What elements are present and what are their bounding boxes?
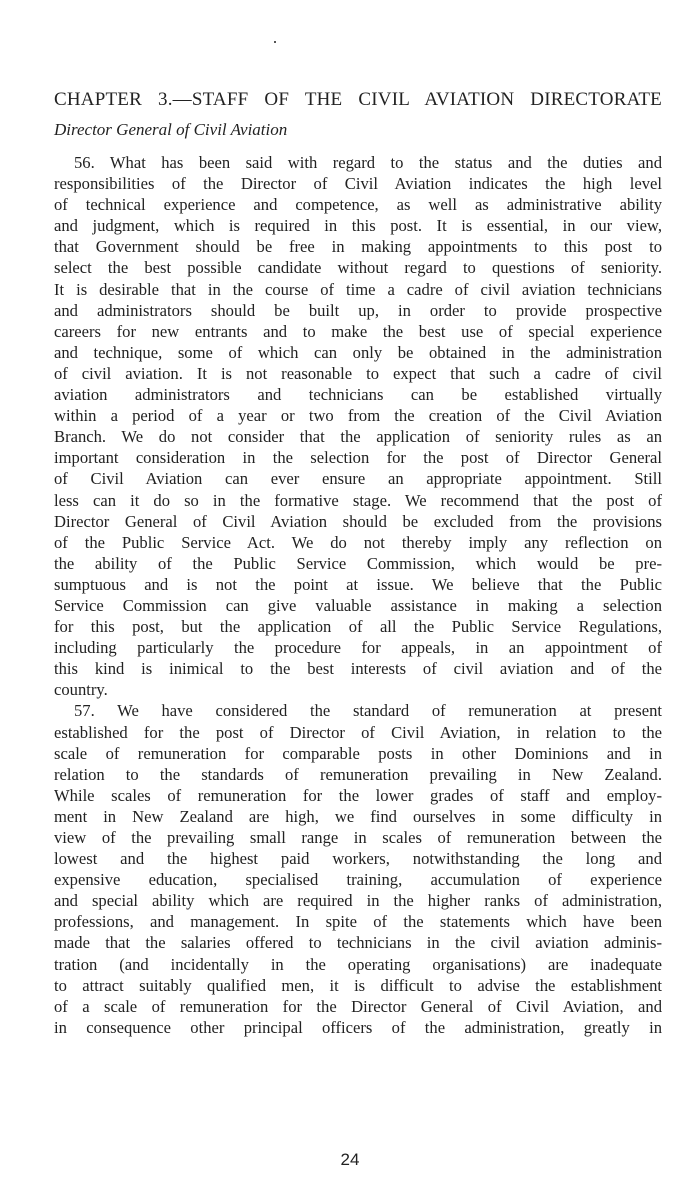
paragraph [54,152,662,700]
text-line: Director General of Civil Aviation should be excluded from the provisions [54,511,662,531]
text-line: Service Commission can give valuable assistance in making a selection [54,595,662,615]
text-line: responsibilities of the Director of Civil Aviation indicates the high level [54,174,662,194]
text-line: professions, and management. In spite of the statements which have been [54,912,662,932]
page-number: 24 [340,1150,360,1169]
text-line: within a period of a year or two from the creation of the Civil Aviation [54,406,662,426]
text-line: of civil aviation. It is not reasonable to expect that such a cadre of civil [54,363,662,383]
text-line: It is desirable that in the course of time a cadre of civil aviation technicians [54,279,662,299]
text-line: lowest and the highest paid workers, notwithstanding the long and [54,849,662,869]
text-line: to attract suitably qualified men, it is difficult to advise the establishment [54,975,662,995]
text-line: less can it do so in the formative stage. We recommend that the post of [54,490,662,510]
text-line: While scales of remuneration for the lower grades of staff and employ- [54,785,662,805]
text-line: relation to the standards of remuneration prevailing in New Zealand. [54,764,662,784]
text-line: sumptuous and is not the point at issue. We believe that the Public [54,574,662,594]
text-line: made that the salaries offered to technicians in the civil aviation adminis- [54,933,662,953]
section-subheading: Director General of Civil Aviation [54,120,288,139]
paragraph [54,700,662,1038]
text-line: country. [54,680,108,700]
text-line: important consideration in the selection for the post of Director General [54,448,662,468]
text-line: in consequence other principal officers of the administration, greatly in [54,1017,662,1037]
text-line: ment in New Zealand are high, we find ourselves in some difficulty in [54,806,662,826]
text-line: of the Public Service Act. We do not thereby imply any reflection on [54,532,662,552]
text-line: select the best possible candidate without regard to questions of seniority. [54,258,662,278]
text-line: aviation administrators and technicians can be established virtually [54,385,662,405]
text-line: scale of remuneration for comparable posts in other Dominions and in [54,743,662,763]
text-line: and technique, some of which can only be obtained in the administration [54,342,662,362]
text-line: expensive education, specialised training, accumulation of experience [54,870,662,890]
text-line: established for the post of Director of Civil Aviation, in relation to the [54,722,662,742]
text-line: this kind is inimical to the best interests of civil aviation and of the [54,659,662,679]
text-line: that Government should be free in making appointments to this post to [54,237,662,257]
stray-mark [274,41,276,43]
text-line: Branch. We do not consider that the application of seniority rules as an [54,427,662,447]
text-line: tration (and incidentally in the operating organisations) are inadequate [54,954,662,974]
text-line: and administrators should be built up, in order to provide prospective [54,300,662,320]
text-line: and judgment, which is required in this post. It is essential, in our view, [54,216,662,236]
text-line: view of the prevailing small range in scales of remuneration between the [54,828,662,847]
text-line: and special ability which are required in the higher ranks of administration, [54,891,662,911]
text-line: of Civil Aviation can ever ensure an appropriate appointment. Still [54,469,662,489]
text-line: for this post, but the application of all the Public Service Regulations, [54,617,662,637]
text-line: of technical experience and competence, as well as administrative ability [54,195,662,215]
body-text [54,152,662,1038]
text-line: including particularly the procedure for appeals, in an appointment of [54,638,662,658]
text-line: of a scale of remuneration for the Director General of Civil Aviation, and [54,996,662,1016]
text-line: 56. What has been said with regard to the status and the duties and [74,153,662,172]
text-line: the ability of the Public Service Commission, which would be pre- [54,553,662,573]
text-line: 57. We have considered the standard of remuneration at present [74,701,662,721]
text-line: careers for new entrants and to make the best use of special experience [54,321,662,341]
chapter-heading: CHAPTER 3.—STAFF OF THE CIVIL AVIATION DIRECTORATE [54,89,662,110]
